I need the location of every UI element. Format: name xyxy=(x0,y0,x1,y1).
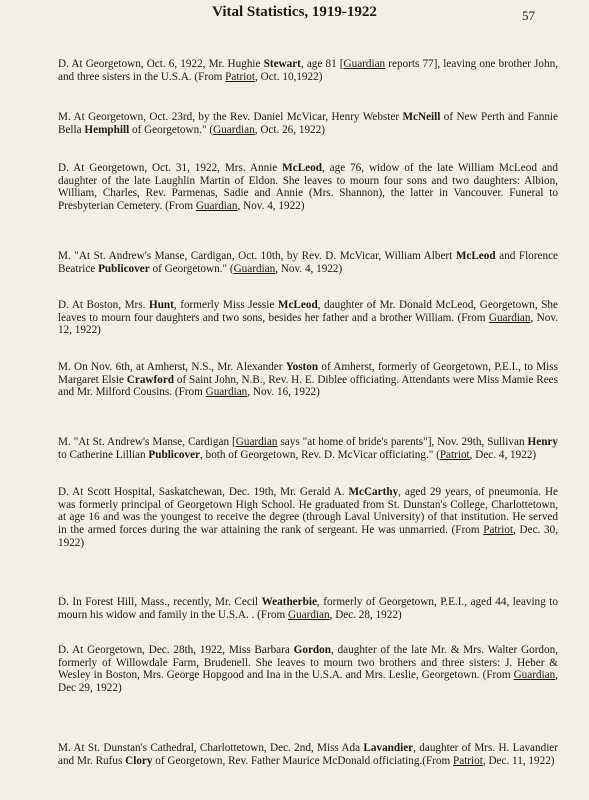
entry-text: , age 76, widow of the late William McLeod and daughter of the late Laughlin Martin of Eldon. She leaves to mourn four sons and two daughters: Albion, William, Charles, Rev. Parmenas, Sadie and Annie (Mrs. Shannon), the latter in Vancouver. Funeral to Presbyterian Cemetery. (From xyxy=(58,162,558,213)
surname: Crawford xyxy=(126,373,175,386)
page-number: 57 xyxy=(522,8,535,23)
entry-text: , daughter of Mrs. H. Lavandier and Mr. Rufus xyxy=(58,742,558,767)
entry xyxy=(58,58,558,83)
surname: McLeod xyxy=(277,299,318,311)
entry-text: of New Perth and Fannie Bella xyxy=(58,111,558,136)
entry-text: D. At Scott Hospital, Saskatchewan, Dec. 19th, Mr. Gerald A. xyxy=(58,486,349,498)
entry-text: reports 77], leaving one brother John, and three sisters in the U.S.A. (From xyxy=(58,58,558,83)
entry-text: , both of Georgetown, Rev. D. McVicar officiating." ( xyxy=(200,448,440,461)
entry-text: says "at home of bride's parents"], Nov. 29th, Sullivan xyxy=(277,436,528,448)
source-title: Guardian xyxy=(205,386,248,399)
surname: McNeill xyxy=(402,111,441,123)
entry-text: of Georgetown." ( xyxy=(129,123,214,136)
entry-text: , Dec 29, 1922) xyxy=(58,669,558,695)
surname: Clory xyxy=(125,754,153,767)
entry-text: , Dec. 30, 1922) xyxy=(58,524,559,549)
entry-text: M. At St. Dunstan's Cathedral, Charlottetown, Dec. 2nd, Miss Ada xyxy=(58,742,364,754)
entry-text: , Nov. 4, 1922) xyxy=(275,262,343,275)
source-title: Guardian xyxy=(213,123,255,136)
entry-text: , Nov. 12, 1922) xyxy=(58,311,558,337)
surname: Stewart xyxy=(263,58,301,70)
entry-text: , aged 29 years, of pneumonia. He was formerly principal of Georgetown High School. He graduated from St. Dunstan's College, Charlottetown, at age 16 and was the youngest to receive the degree (through Laval University) of that institution. He served in the armed forces during the war attaining the rank of sergeant. He was unmarried. (From xyxy=(58,486,558,537)
entry-text: and Florence Beatrice xyxy=(58,250,558,275)
entry-text: D. At Boston, Mrs. xyxy=(58,299,149,311)
entry xyxy=(58,299,558,337)
entry-text: , daughter of the late Mr. & Mrs. Walter Gordon, formerly of Willowdale Farm, Brudenell. She leaves to mourn two brothers and three sisters: J. Heber & Wesley in Boston, Mrs. George Hopgood and Ina in the U.S.A. and Mrs. Leslie, Georgetown. (From xyxy=(58,644,559,682)
entry xyxy=(58,436,558,461)
source-title: Patriot xyxy=(439,448,470,461)
source-title: Guardian xyxy=(343,58,386,70)
entry-text: D. At Georgetown, Oct. 31, 1922, Mrs. Annie xyxy=(58,162,283,174)
entry-text: D. At Georgetown, Dec. 28th, 1922, Miss Barbara xyxy=(58,644,294,656)
entry-text: , formerly of Georgetown, P.E.I., aged 44, leaving to mourn his widow and family in the U.S.A. . (From xyxy=(58,596,558,621)
entry xyxy=(58,486,558,550)
entry-text: of Georgetown, Rev. Father Maurice McDonald officiating.(From xyxy=(152,754,454,767)
source-title: Guardian xyxy=(235,436,278,448)
entry-text: , age 81 [ xyxy=(300,58,344,70)
source-title: Patriot xyxy=(483,524,514,537)
entry-text: M. On Nov. 6th, at Amherst, N.S., Mr. Alexander xyxy=(58,361,286,373)
entry-text: D. At Georgetown, Oct. 6, 1922, Mr. Hughie xyxy=(58,58,264,70)
entry-text: of Amherst, formerly of Georgetown, P.E.I., to Miss Margaret Elsie xyxy=(58,361,558,386)
surname: Weatherbie xyxy=(261,596,317,608)
surname: McLeod xyxy=(455,250,496,262)
source-title: Guardian xyxy=(195,200,238,213)
source-title: Patriot xyxy=(225,70,256,83)
entry-text: , Dec. 28, 1922) xyxy=(329,608,402,621)
entry-text: to Catherine Lillian xyxy=(58,448,149,461)
entry xyxy=(58,250,558,275)
source-title: Guardian xyxy=(488,311,531,324)
source-title: Guardian xyxy=(287,608,330,621)
entry-text: , Dec. 11, 1922) xyxy=(482,754,555,767)
entry-text: , Dec. 4, 1922) xyxy=(469,448,537,461)
entry-text: , Oct. 10,1922) xyxy=(255,70,323,83)
entry-text: , daughter of Mr. Donald McLeod, Georgetown, She leaves to mourn four daughters and two sons, besides her father and a brother William. (From xyxy=(58,299,558,324)
surname: Publicover xyxy=(98,262,150,275)
surname: Publicover xyxy=(148,448,201,461)
entry-text: M. "At St. Andrew's Manse, Cardigan [ xyxy=(58,436,236,448)
surname: Yoston xyxy=(285,361,319,373)
entry xyxy=(58,111,558,136)
page-title: Vital Statistics, 1919-1922 xyxy=(212,4,377,20)
source-title: Guardian xyxy=(513,669,556,682)
entry-text: , formerly Miss Jessie xyxy=(173,299,278,311)
entry-text: M. At Georgetown, Oct. 23rd, by the Rev. Daniel McVicar, Henry Webster xyxy=(58,111,403,123)
entry xyxy=(58,162,558,213)
entry-text: M. "At St. Andrew's Manse, Cardigan, Oct. 10th, by Rev. D. McVicar, William Albert xyxy=(58,250,456,262)
surname: Hemphill xyxy=(84,123,130,136)
entry xyxy=(58,596,558,621)
surname: McLeod xyxy=(282,162,322,174)
source-title: Guardian xyxy=(233,262,276,275)
entry-text: , Oct. 26, 1922) xyxy=(254,123,325,136)
entry xyxy=(58,644,558,695)
entry xyxy=(58,361,558,399)
surname: Hunt xyxy=(149,299,174,311)
entry-text: of Saint John, N.B., Rev. H. E. Diblee officiating. Attendants were Miss Mamie Rees and Mr. Milford Cousins. (From xyxy=(58,373,558,399)
surname: Lavandier xyxy=(363,742,414,754)
surname: Gordon xyxy=(293,644,331,656)
entry-text: , Nov. 4, 1922) xyxy=(237,200,305,213)
entry xyxy=(58,742,558,767)
entry-text: D. In Forest Hill, Mass., recently, Mr. Cecil xyxy=(58,596,262,608)
source-title: Patriot xyxy=(453,754,483,767)
surname: Henry xyxy=(527,436,558,448)
entry-text: , Nov. 16, 1922) xyxy=(247,386,320,399)
surname: McCarthy xyxy=(348,486,399,498)
entry-text: of Georgetown." ( xyxy=(149,262,234,275)
